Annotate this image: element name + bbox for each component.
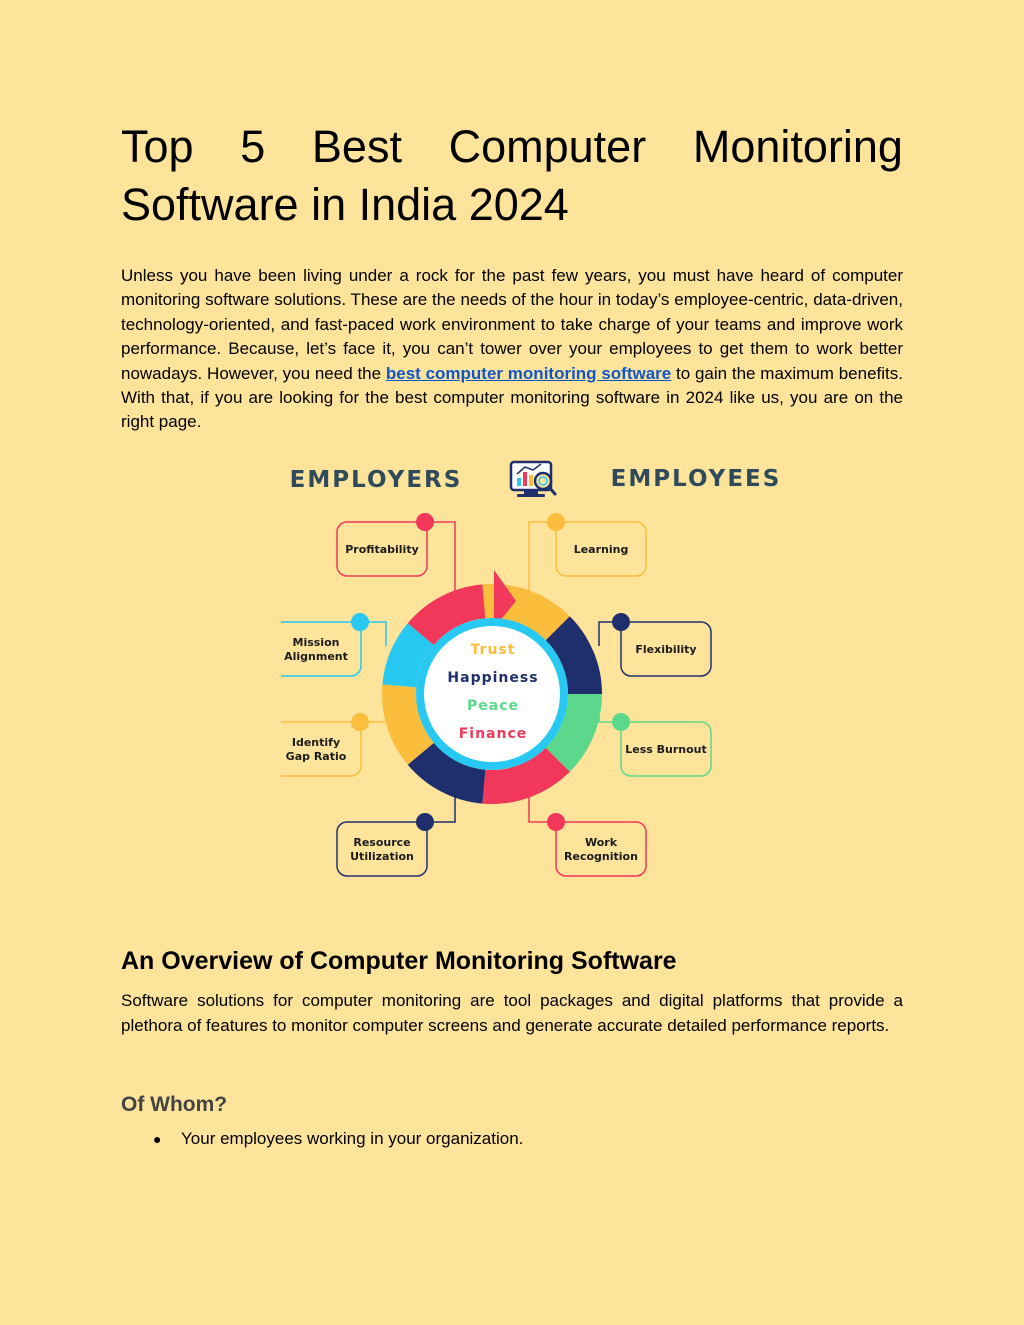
employee-dot-0 [547,513,565,531]
intro-paragraph [121,264,903,435]
employer-label: Resource [353,836,411,849]
employer-label: Identify [291,736,341,749]
intro-text-before-link: Unless you have been living under a rock for the past few years, you must have heard of computer monitoring software solutions. These are the needs of the hour in today’s employee-centric, data-driven, technology-oriented, and fast-paced work environment to take charge of your teams and improve work performance. Because, let’s face it, you can’t tower over your employees to get them to work better nowadays. However, you need the [121,266,903,383]
list-item-text: Your employees working in your organization. [181,1129,524,1148]
intro-text-after-link: to gain the maximum benefits. With that, if you are looking for the best computer monitoring software in 2024 like us, you are on the right page. [121,363,903,432]
center-word-finance: Finance [458,726,528,742]
employer-label: Profitability [345,543,419,556]
title-line-1 [121,118,903,176]
employee-label: Work [584,836,618,849]
employer-dot-0 [416,513,434,531]
employer-dot-2 [351,713,369,731]
employer-connector-0 [425,522,455,592]
employee-dot-2 [612,713,630,731]
employer-label: Mission [292,636,340,649]
employer-label: Gap Ratio [285,750,347,763]
title-word: Best [311,121,402,172]
monitor-analytics-icon [511,462,555,497]
employee-label: Learning [573,543,629,556]
center-wheel [382,570,602,804]
employee-connector-0 [529,522,556,592]
center-word-trust: Trust [470,642,516,658]
title-word: 5 [240,121,266,172]
employee-dot-3 [547,813,565,831]
list-item [121,1127,903,1151]
employer-label: Alignment [284,650,348,663]
title-word: Monitoring [692,121,903,172]
employee-label: Recognition [564,850,638,863]
employee-label: Flexibility [635,643,697,656]
bullet-icon: ● [153,1131,162,1147]
employer-dot-3 [416,813,434,831]
employer-dot-1 [351,613,369,631]
employer-box-1 [281,622,361,676]
title-word: Top [121,121,194,172]
of-whom-heading: Of Whom? [121,1093,228,1116]
page-title [121,118,903,234]
employee-dot-1 [612,613,630,631]
center-word-peace: Peace [467,698,519,714]
employers-heading: EMPLOYERS [289,467,463,493]
of-whom-list [121,1127,903,1151]
overview-heading: An Overview of Computer Monitoring Software [121,947,677,975]
employer-box-2 [281,722,361,776]
employees-heading: EMPLOYEES [610,466,781,492]
title-line-2: Software in India 2024 [121,179,569,230]
employers-employees-infographic [281,450,781,890]
employer-box-3 [337,822,427,876]
best-software-link[interactable]: best computer monitoring software [385,363,672,383]
employee-box-3 [556,822,646,876]
employee-label: Less Burnout [625,743,707,756]
overview-paragraph: Software solutions for computer monitoring are tool packages and digital platforms that provide a plethora of features to monitor computer screens and generate accurate detailed performance reports. [121,991,903,1035]
title-word: Computer [448,121,647,172]
center-word-happiness: Happiness [447,670,539,686]
employer-label: Utilization [350,850,414,863]
